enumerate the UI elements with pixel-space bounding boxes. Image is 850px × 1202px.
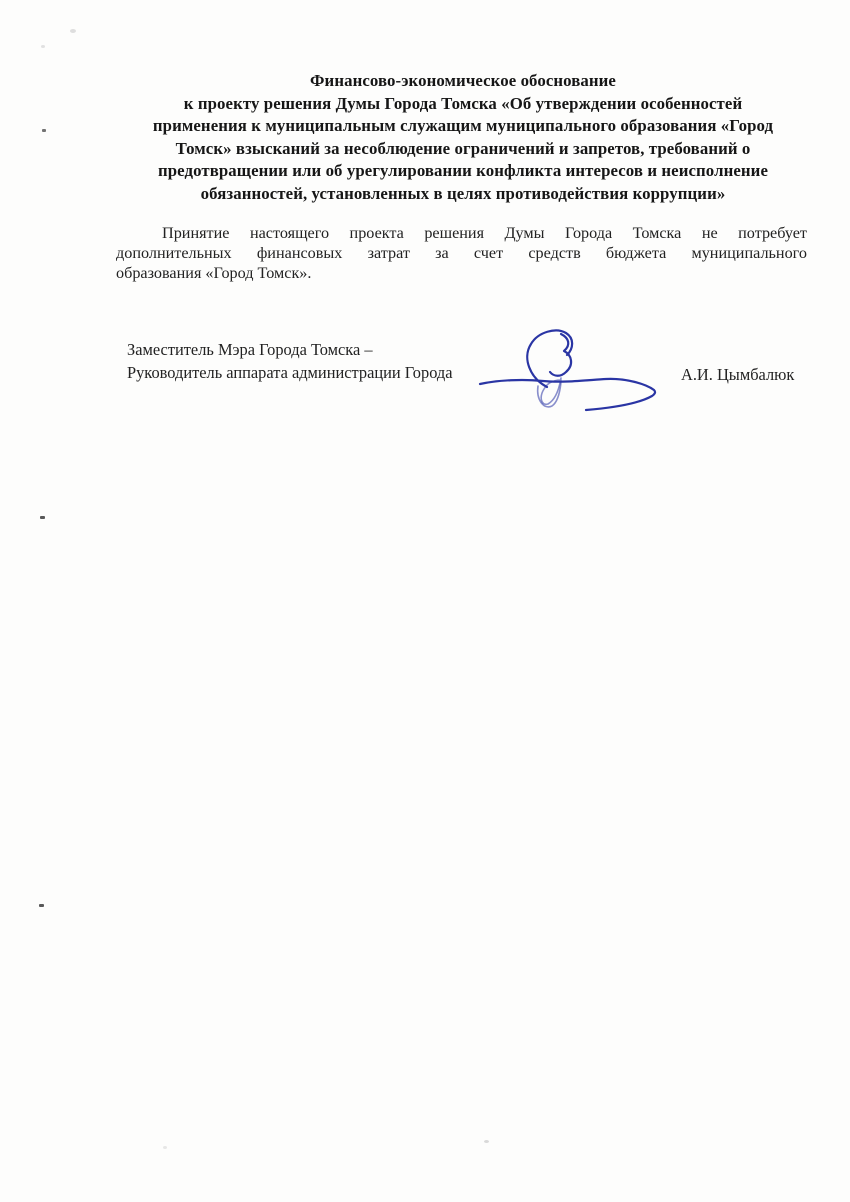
scan-speck <box>39 904 44 907</box>
body-line: дополнительных финансовых затрат за счет средств бюджета муниципального <box>116 243 807 262</box>
scan-speck <box>40 516 45 519</box>
signature-position-line: Заместитель Мэра Города Томска – <box>127 340 373 359</box>
title-line: обязанностей, установленных в целях противодействия коррупции» <box>200 183 726 203</box>
body-line: Принятие настоящего проекта решения Думы Города Томска не потребует <box>162 224 807 242</box>
signature-position-line: Руководитель аппарата администрации Города <box>127 362 453 382</box>
scan-speck <box>41 45 45 48</box>
title-line: предотвращении или об урегулировании конфликта интересов и неисполнение <box>157 161 768 181</box>
title-line: Томск» взысканий за несоблюдение ограничений и запретов, требований о <box>175 138 751 158</box>
signature-position-block <box>127 339 453 385</box>
scan-speck <box>42 129 46 132</box>
signer-name: А.И. Цымбалюк <box>681 365 795 384</box>
document-title <box>125 70 801 206</box>
title-line: Финансово-экономическое обоснование <box>310 71 616 90</box>
title-line: применения к муниципальным служащим муниципального образования «Город <box>152 116 774 136</box>
scan-speck <box>484 1140 489 1143</box>
handwritten-signature-ink <box>468 320 673 420</box>
body-line: образования «Город Томск». <box>116 263 312 282</box>
title-line: к проекту решения Думы Города Томска «Об утверждении особенностей <box>183 93 743 113</box>
scan-speck <box>70 29 76 33</box>
scan-speck <box>163 1146 167 1149</box>
body-paragraph <box>116 224 807 284</box>
